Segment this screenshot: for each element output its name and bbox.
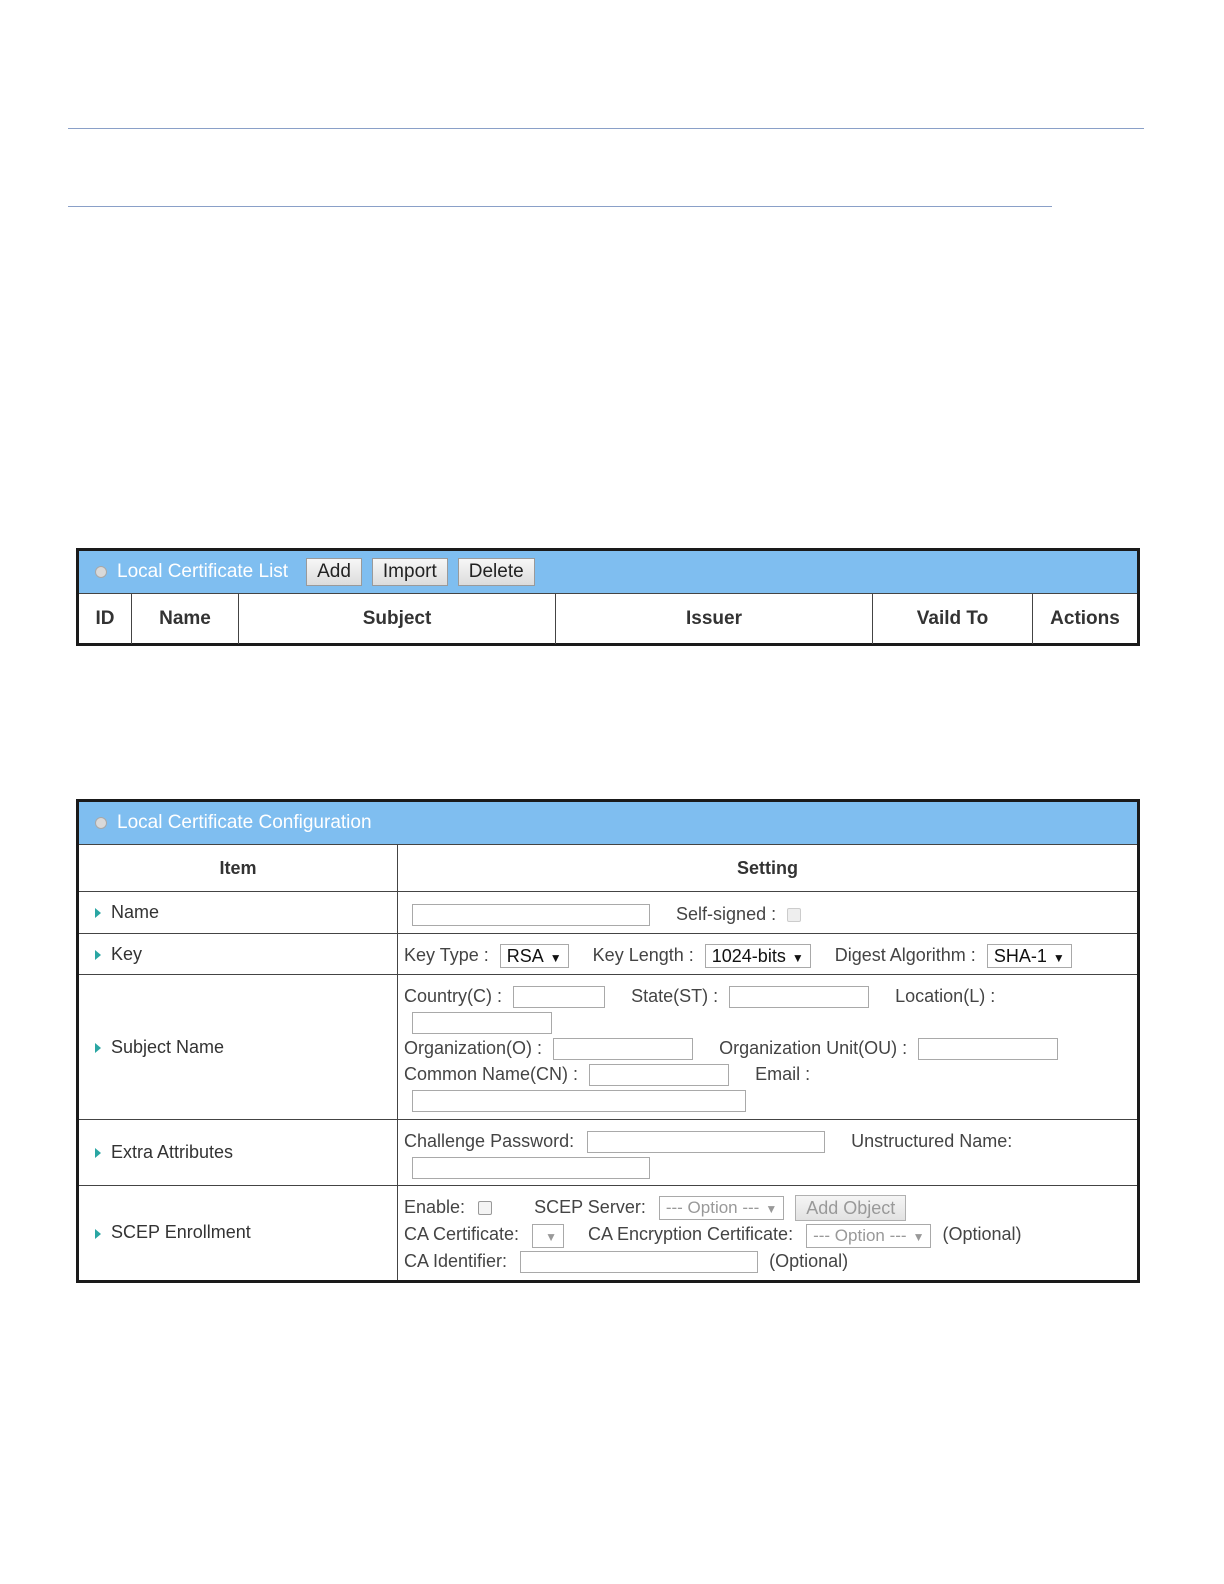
- location-label: Location(L) :: [895, 986, 996, 1006]
- state-label: State(ST) :: [631, 986, 719, 1006]
- challenge-password-label: Challenge Password:: [404, 1130, 575, 1151]
- row-arrow-icon: [95, 908, 101, 918]
- optional-label: (Optional): [942, 1224, 1022, 1245]
- country-label: Country(C) :: [404, 986, 503, 1006]
- scep-server-select[interactable]: --- Option --- ▼: [659, 1196, 784, 1220]
- column-subject: Subject: [239, 594, 556, 645]
- key-type-label: Key Type :: [404, 944, 489, 965]
- ca-certificate-select[interactable]: [532, 1224, 564, 1248]
- unstructured-name-input[interactable]: [412, 1157, 650, 1179]
- row-subject-name: [79, 975, 1137, 1120]
- row-arrow-icon: [95, 950, 101, 960]
- list-panel-header: [79, 551, 1137, 593]
- unstructured-name-label: Unstructured Name:: [851, 1130, 1013, 1151]
- certificate-list-table: [79, 593, 1137, 644]
- config-panel-title: Local Certificate Configuration: [117, 812, 372, 833]
- country-input[interactable]: [513, 986, 605, 1008]
- key-length-select[interactable]: 1024-bits ▼: [705, 944, 811, 968]
- row-subject-label: Subject Name: [111, 1036, 225, 1057]
- key-type-select[interactable]: RSA ▼: [500, 944, 569, 968]
- email-input[interactable]: [412, 1090, 746, 1112]
- organization-label: Organization(O) :: [404, 1038, 543, 1058]
- scep-server-label: SCEP Server:: [534, 1197, 646, 1217]
- digest-algorithm-select[interactable]: SHA-1 ▼: [987, 944, 1072, 968]
- column-actions: Actions: [1033, 594, 1138, 645]
- self-signed-label: Self-signed :: [676, 903, 777, 924]
- row-scep-enrollment: [79, 1186, 1137, 1280]
- ca-identifier-input[interactable]: [520, 1251, 758, 1273]
- scep-enable-checkbox[interactable]: [478, 1201, 492, 1215]
- column-issuer: Issuer: [556, 594, 873, 645]
- email-label: Email :: [755, 1064, 811, 1084]
- dropdown-arrow-icon: ▼: [912, 1229, 925, 1244]
- dropdown-arrow-icon: ▼: [549, 951, 562, 966]
- second-rule: [68, 206, 1052, 207]
- common-name-label: Common Name(CN) :: [404, 1064, 579, 1084]
- row-extra-attributes: [79, 1120, 1137, 1186]
- ca-encryption-certificate-label: CA Encryption Certificate:: [587, 1224, 794, 1245]
- challenge-password-input[interactable]: [587, 1131, 825, 1153]
- state-input[interactable]: [729, 986, 869, 1008]
- column-name: Name: [132, 594, 239, 645]
- dropdown-arrow-icon: ▼: [545, 1229, 557, 1244]
- item-column-header: Item: [79, 845, 398, 892]
- dropdown-arrow-icon: ▼: [765, 1202, 778, 1217]
- panel-bullet-icon: [95, 817, 107, 829]
- dropdown-arrow-icon: ▼: [791, 951, 804, 966]
- ca-encryption-certificate-select[interactable]: --- Option --- ▼: [806, 1224, 931, 1248]
- digest-algorithm-label: Digest Algorithm :: [834, 944, 976, 965]
- row-name: [79, 892, 1137, 934]
- setting-column-header: Setting: [398, 845, 1138, 892]
- row-extra-label: Extra Attributes: [111, 1142, 234, 1162]
- scep-enable-label: Enable:: [404, 1197, 466, 1217]
- list-panel-title: Local Certificate List: [117, 561, 289, 582]
- row-scep-label: SCEP Enrollment: [111, 1222, 251, 1243]
- column-id: ID: [79, 594, 132, 645]
- organization-unit-label: Organization Unit(OU) :: [719, 1038, 908, 1058]
- ca-identifier-label: CA Identifier:: [404, 1250, 508, 1271]
- import-button[interactable]: Import: [372, 558, 448, 586]
- top-rule: [68, 128, 1144, 129]
- config-table: [79, 844, 1137, 1280]
- row-arrow-icon: [95, 1229, 101, 1239]
- add-button[interactable]: Add: [306, 558, 362, 586]
- row-arrow-icon: [95, 1148, 101, 1158]
- row-arrow-icon: [95, 1043, 101, 1053]
- ca-certificate-label: CA Certificate:: [404, 1224, 520, 1245]
- config-panel-header: [79, 802, 1137, 844]
- optional-label: (Optional): [769, 1250, 849, 1271]
- add-object-button[interactable]: Add Object: [795, 1195, 906, 1221]
- column-valid-to: Vaild To: [873, 594, 1033, 645]
- self-signed-checkbox[interactable]: [787, 908, 801, 922]
- location-input[interactable]: [412, 1012, 552, 1034]
- dropdown-arrow-icon: ▼: [1052, 951, 1065, 966]
- key-length-label: Key Length :: [592, 944, 694, 965]
- row-name-label: Name: [111, 902, 160, 922]
- row-key: [79, 934, 1137, 975]
- name-input[interactable]: [412, 904, 650, 926]
- panel-bullet-icon: [95, 566, 107, 578]
- common-name-input[interactable]: [589, 1064, 729, 1086]
- row-key-label: Key: [111, 943, 143, 964]
- organization-input[interactable]: [553, 1038, 693, 1060]
- organization-unit-input[interactable]: [918, 1038, 1058, 1060]
- delete-button[interactable]: Delete: [458, 558, 535, 586]
- local-certificate-list-panel: [76, 548, 1140, 646]
- local-certificate-configuration-panel: [76, 799, 1140, 1283]
